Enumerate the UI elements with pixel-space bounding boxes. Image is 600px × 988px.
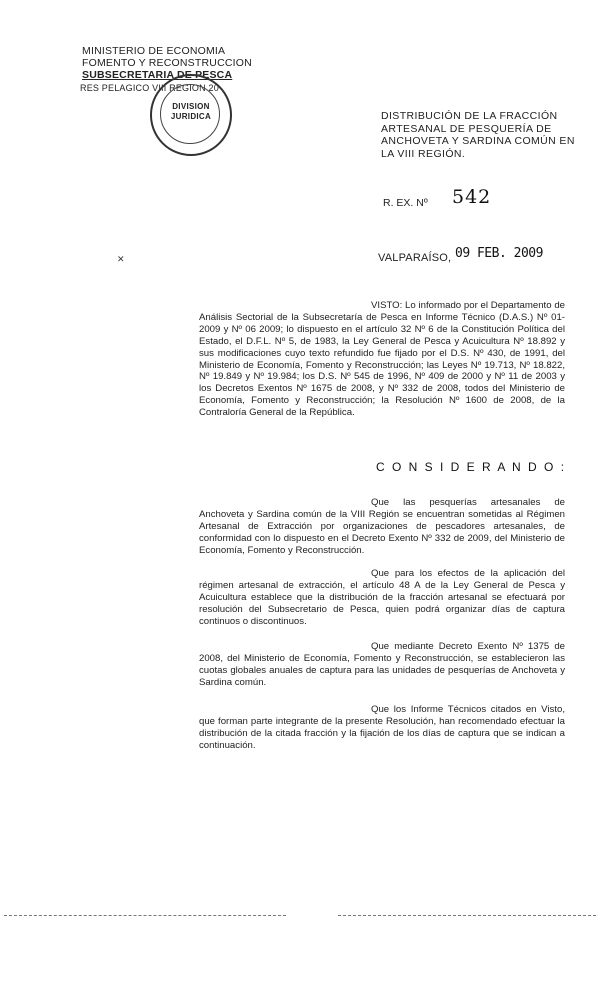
considerando-paragraph-1 xyxy=(199,497,565,557)
margin-mark: ✕ xyxy=(117,254,125,264)
considerando-paragraph-4 xyxy=(199,704,565,752)
visto-paragraph xyxy=(199,300,565,419)
visto-text: Lo informado por el Departamento de Análisis Sectorial de la Subsecretaría de Pesca en Informe Técnico (D.A.S.) Nº 01-2009 y Nº 06 2009; lo dispuesto en el artículo 32 Nº 6 de la Constitución Política del Estado, el D.F.L. Nº 5, de 1983, la Ley General de Pesca y Acuicultura Nº 18.892 y sus modificaciones cuyo texto refundido fue fijado por el D.S. Nº 430, de 1991, del Ministerio de Economía, Fomento y Reconstrucción; las Leyes Nº 19.713, Nº 18.822, Nº 19.849 y Nº 19.984; los D.S. Nº 545 de 1996, Nº 409 de 2000 y Nº 11 de 2003 y los Decretos Exentos Nº 1675 de 2008, y Nº 332 de 2008, todos del Ministerio de Economía, Fomento y Reconstrucción; la Resolución Nº 1600 de 2008, de la Contraloría General de la República. xyxy=(199,300,565,419)
paragraph-text: Que las pesquerías artesanales de Anchoveta y Sardina común de la VIII Región se encuentran sometidas al Régimen Artesanal de Extracción por organizaciones de pescadores artesanales, de conformidad con lo dispuesto en el Decreto Exento Nº 332 de 2009, del Ministerio de Economía, Fomento y Reconstrucción. xyxy=(199,497,565,556)
juridica-stamp xyxy=(150,74,232,156)
considerando-paragraph-3 xyxy=(199,641,565,689)
paragraph-text: Que mediante Decreto Exento Nº 1375 de 2008, del Ministerio de Economía, Fomento y Reconstrucción, se establecieron las cuotas globales anuales de captura para las unidades de pesquerías de Anchoveta y Sardina común. xyxy=(199,641,565,688)
resolution-number: 542 xyxy=(452,186,492,208)
ministry-name: MINISTERIO DE ECONOMIA xyxy=(82,45,226,57)
considerando-paragraph-2 xyxy=(199,568,565,628)
stamp-label-2: JURIDICA xyxy=(170,112,212,121)
date-stamp: 09 FEB. 2009 xyxy=(455,246,543,261)
footer-divider-right xyxy=(338,915,596,916)
resolution-title: DISTRIBUCIÓN DE LA FRACCIÓN ARTESANAL DE PESQUERÍA DE ANCHOVETA Y SARDINA COMÚN EN LA VIII REGIÓN. xyxy=(381,110,575,160)
visto-lead: VISTO: xyxy=(371,300,403,311)
reference-code: RES PELAGICO VIII REGION 20 xyxy=(80,83,219,93)
paragraph-text: Que para los efectos de la aplicación del régimen artesanal de extracción, el artículo 48 A de la Ley General de Pesca y Acuicultura establece que la distribución de la fracción artesanal se efectuará por resolución del Subsecretario de Pesca, quien podrá organizar días de captura continuos o discontinuos. xyxy=(199,568,565,627)
paragraph-text: Que los Informe Técnicos citados en Visto, que forman parte integrante de la presente Resolución, han recomendado efectuar la distribución de la citada fracción y la fijación de los días de captura que se indican a continuación. xyxy=(199,704,565,751)
ministry-subname: FOMENTO Y RECONSTRUCCION xyxy=(82,57,252,69)
stamp-label-1: DIVISION xyxy=(172,102,210,111)
subsecretaria-name: SUBSECRETARIA DE PESCA xyxy=(82,69,233,81)
resolution-number-label: R. EX. Nº xyxy=(383,197,428,209)
footer-divider-left xyxy=(4,915,286,916)
place: VALPARAÍSO, xyxy=(378,252,452,264)
considerando-heading: C O N S I D E R A N D O : xyxy=(376,460,567,474)
